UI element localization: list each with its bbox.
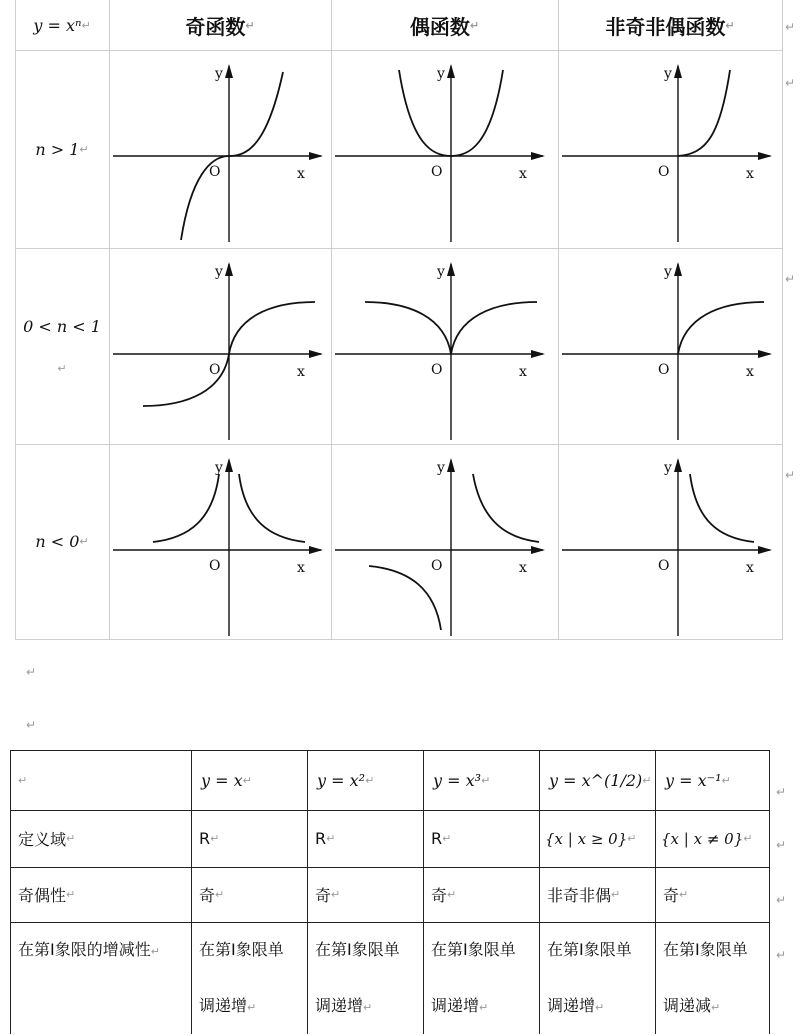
x-axis-label: x — [519, 166, 527, 182]
x-axis-label: x — [746, 560, 754, 576]
x-axis-arrow — [531, 350, 545, 358]
return-mark: ↵ — [776, 893, 787, 907]
function-curve — [678, 302, 764, 354]
row-label-n-gt-1: n > 1 ↵ — [35, 139, 89, 159]
y-axis-label: y — [664, 264, 672, 280]
graph-svg — [109, 248, 331, 444]
header-y-eq-x-half: y = x^(1/2) ↵ — [549, 770, 652, 790]
x-axis-arrow — [531, 152, 545, 160]
return-mark: ↵ — [776, 948, 787, 962]
return-mark: ↵ — [26, 665, 37, 679]
graph-svg — [331, 248, 553, 444]
monotonicity-cell: 在第Ⅰ象限单调递增↵ — [547, 940, 632, 1015]
function-curve — [678, 70, 730, 156]
header-y-eq-x-squared: y = x² ↵ — [317, 770, 375, 790]
power-function-properties-table — [10, 750, 770, 1034]
graph-svg — [109, 50, 331, 246]
x-axis-label: x — [746, 364, 754, 380]
origin-label: O — [431, 558, 443, 574]
y-axis-label: y — [215, 264, 223, 280]
y-axis-arrow — [674, 64, 682, 78]
graph-svg — [558, 248, 780, 444]
y-axis-arrow — [447, 262, 455, 276]
y-axis-label: y — [664, 66, 672, 82]
header-y-eq-x-inverse: y = x⁻¹ ↵ — [665, 770, 731, 790]
y-axis-label: y — [437, 460, 445, 476]
domain-cell: {x | x ≠ 0} ↵ — [661, 829, 753, 848]
y-axis-arrow — [674, 262, 682, 276]
graph-even-n-between — [331, 248, 553, 444]
monotonicity-cell: 在第Ⅰ象限单调递减↵ — [663, 940, 748, 1015]
header-y-eq-x-cubed: y = x³ ↵ — [433, 770, 491, 790]
graph-even-n-lt-0 — [331, 444, 553, 640]
origin-label: O — [431, 164, 443, 180]
y-axis-arrow — [225, 458, 233, 472]
origin-label: O — [209, 164, 221, 180]
graph-svg — [109, 444, 331, 640]
y-axis-label: y — [215, 460, 223, 476]
domain-cell: R ↵ — [315, 829, 336, 848]
graph-odd-n-gt-1 — [109, 50, 331, 246]
return-mark: ↵ — [785, 76, 796, 90]
y-axis-arrow — [225, 262, 233, 276]
graph-svg — [331, 50, 553, 246]
x-axis-arrow — [758, 546, 772, 554]
graph-even-n-gt-1 — [331, 50, 553, 246]
function-curve — [451, 302, 537, 354]
y-axis-arrow — [225, 64, 233, 78]
x-axis-arrow — [758, 152, 772, 160]
col-header-even: 偶函数 ↵ — [409, 14, 480, 39]
parity-cell: 奇 ↵ — [663, 886, 689, 905]
domain-cell: R ↵ — [431, 829, 452, 848]
graph-odd-n-between — [109, 248, 331, 444]
y-axis-arrow — [674, 458, 682, 472]
monotonicity-cell: 在第Ⅰ象限单调递增↵ — [315, 940, 400, 1015]
x-axis-arrow — [531, 546, 545, 554]
header-y-eq-x: y = x ↵ — [201, 770, 252, 790]
x-axis-label: x — [297, 166, 305, 182]
graph-svg — [331, 444, 553, 640]
y-axis-arrow — [447, 64, 455, 78]
y-axis-label: y — [664, 460, 672, 476]
corner-formula: y = xⁿ ↵ — [33, 15, 91, 35]
parity-cell: 非奇非偶 ↵ — [547, 886, 621, 905]
row-label-parity: 奇偶性 ↵ — [18, 886, 76, 905]
row-label-monotonicity: 在第Ⅰ象限的增减性↵ — [18, 940, 160, 959]
function-curve — [369, 566, 441, 630]
origin-label: O — [431, 362, 443, 378]
x-axis-label: x — [746, 166, 754, 182]
return-mark: ↵ — [776, 785, 787, 799]
x-axis-label: x — [297, 364, 305, 380]
function-curve — [239, 474, 305, 542]
x-axis-arrow — [309, 350, 323, 358]
graph-svg — [558, 50, 780, 246]
return-mark: ↵ — [776, 838, 787, 852]
col-header-odd: 奇函数 ↵ — [185, 14, 255, 39]
power-function-graph-table — [15, 0, 783, 640]
return-mark: ↵ — [785, 468, 796, 482]
origin-label: O — [658, 362, 670, 378]
monotonicity-cell: 在第Ⅰ象限单调递增↵ — [199, 940, 284, 1015]
return-mark: ↵ — [26, 718, 37, 732]
x-axis-label: x — [297, 560, 305, 576]
graph-odd-n-lt-0 — [109, 444, 331, 640]
return-mark: ↵ — [785, 272, 796, 286]
y-axis-label: y — [215, 66, 223, 82]
col-header-neither: 非奇非偶函数 ↵ — [605, 14, 735, 39]
return-mark: ↵ — [785, 20, 796, 34]
row-label-n-lt-0: n < 0 ↵ — [35, 532, 89, 551]
function-curve — [153, 474, 219, 542]
grid-line — [769, 750, 770, 1034]
origin-label: O — [209, 558, 221, 574]
function-curve — [473, 474, 539, 542]
row-label-domain: 定义域 ↵ — [18, 830, 76, 849]
x-axis-arrow — [309, 546, 323, 554]
grid-line — [782, 0, 783, 640]
origin-label: O — [209, 362, 221, 378]
function-curve — [365, 302, 451, 354]
y-axis-label: y — [437, 66, 445, 82]
graph-svg — [558, 444, 780, 640]
parity-cell: 奇 ↵ — [431, 886, 457, 905]
x-axis-arrow — [758, 350, 772, 358]
monotonicity-cell: 在第Ⅰ象限单调递增↵ — [431, 940, 516, 1015]
function-curve — [229, 302, 315, 354]
x-axis-arrow — [309, 152, 323, 160]
row-label-n-between: 0 < n < 1 ↵ — [23, 317, 101, 375]
domain-cell: {x | x ≥ 0} ↵ — [545, 829, 637, 848]
y-axis-label: y — [437, 264, 445, 280]
domain-cell: R ↵ — [199, 829, 220, 848]
parity-cell: 奇 ↵ — [199, 886, 225, 905]
x-axis-label: x — [519, 560, 527, 576]
origin-label: O — [658, 558, 670, 574]
graph-neither-n-gt-1 — [558, 50, 780, 246]
parity-cell: 奇 ↵ — [315, 886, 341, 905]
graph-neither-n-between — [558, 248, 780, 444]
function-curve — [690, 474, 754, 542]
header-empty-cell: ↵ — [18, 773, 28, 787]
origin-label: O — [658, 164, 670, 180]
graph-neither-n-lt-0 — [558, 444, 780, 640]
y-axis-arrow — [447, 458, 455, 472]
x-axis-label: x — [519, 364, 527, 380]
